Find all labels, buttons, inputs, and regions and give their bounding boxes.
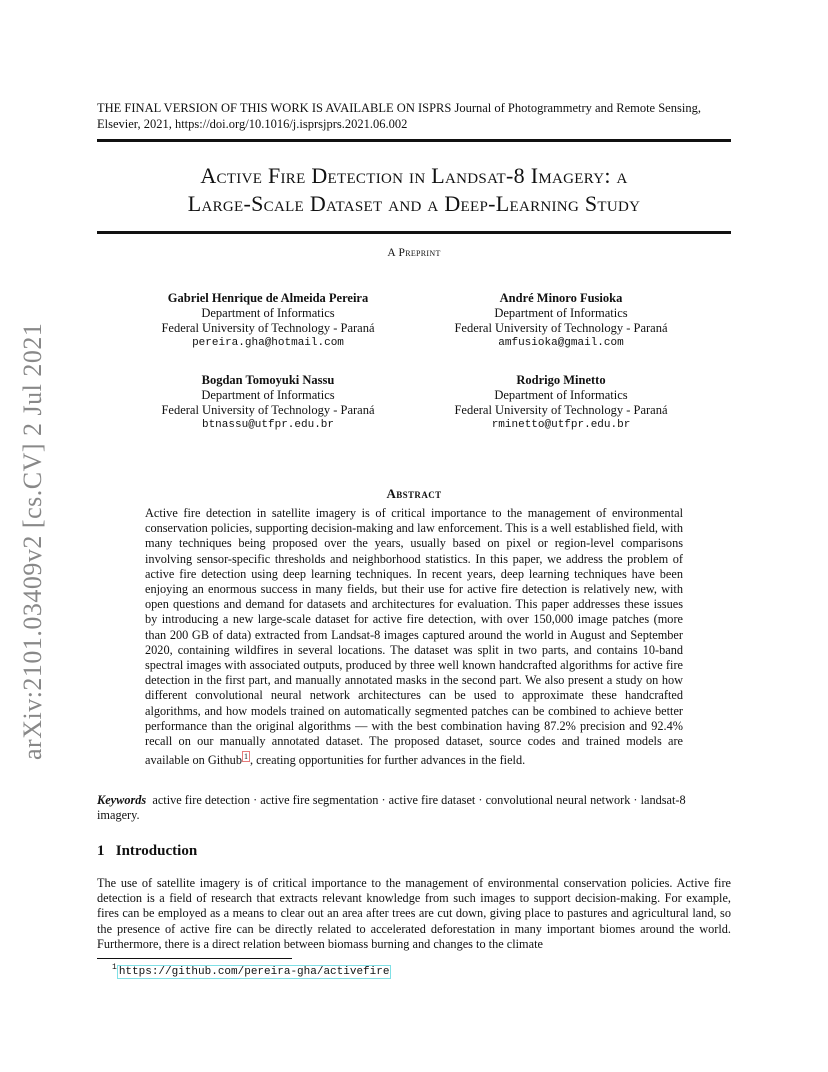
paper-title <box>97 162 731 218</box>
abstract-text: Active fire detection in satellite imagery is of critical importance to the management of environmental conservation policies, supporting decision-making and law enforcement. This is a well established field, with many techniques being proposed over the years, usually based on pixel or region-level comparisons involving sensor-specific thresholds and neighborhood statistics. In this paper, we address the problem of active fire detection using deep learning techniques. In recent years, deep learning techniques have been enjoying an enormous success in many fields, but their use for active fire detection is relatively new, with open questions and demand for datasets and architectures for evaluation. This paper addresses these issues by introducing a new large-scale dataset for active fire detection, with over 150,000 image patches (more than 200 GB of data) extracted from Landsat-8 images captured around the world in August and September 2020, containing wildfires in several locations. The dataset was split in two parts, and contains 10-band spectral images with associated outputs, produced by three well known handcrafted algorithms for active fire detection in the first part, and manually annotated masks in the second part. We also present a study on how different convolutional neural network architectures can be used to approximate these handcrafted algorithms, and how models trained on automatically segmented patches can be combined to achieve better performance than the original algorithms — with the best combination having 87.2% precision and 92.4% recall on our manually annotated dataset. The proposed dataset, source codes and trained models are available on Github <box>145 506 683 768</box>
author-email[interactable]: btnassu@utfpr.edu.br <box>201 419 335 431</box>
author-name: Bogdan Tomoyuki Nassu <box>201 373 335 387</box>
preprint-label: A Preprint <box>387 247 441 259</box>
keywords-label: Keywords <box>97 793 147 807</box>
abstract-heading: Abstract <box>386 486 442 501</box>
author-name: André Minoro Fusioka <box>499 291 623 305</box>
author-dept: Department of Informatics <box>494 306 628 320</box>
footnote-rule <box>97 958 292 959</box>
author-email[interactable]: pereira.gha@hotmail.com <box>192 337 344 349</box>
author-univ: Federal University of Technology - Paraná <box>454 403 668 417</box>
title-line-2: Large-Scale Dataset and a Deep-Learning Study <box>187 191 641 216</box>
section-heading <box>97 843 197 860</box>
author-block <box>411 291 711 351</box>
title-bottom-rule <box>97 231 731 234</box>
author-name: Gabriel Henrique de Almeida Pereira <box>167 291 369 305</box>
keywords <box>97 793 731 823</box>
intro-paragraph: The use of satellite imagery is of critical importance to the management of environmental conservation policies. Active fire detection is a field of research that extracts relevant knowledge from such images to support decision-making. For example, fires can be employed as a means to clear out an area after trees are cut down, giving place to pastures and agricultural land, so the presence of active fire can be directly related to accelerated deforestation in many important biomes around the world. Furthermore, there is a direct relation between biomass burning and changes to the climate <box>97 876 731 951</box>
author-dept: Department of Informatics <box>494 388 628 402</box>
abstract-end: , creating opportunities for further advances in the field. <box>249 753 526 768</box>
section-title: Introduction <box>115 843 198 859</box>
publication-notice: THE FINAL VERSION OF THIS WORK IS AVAILABLE ON ISPRS Journal of Photogrammetry and Remote Sensing, Elsevier, 2021, https://doi.org/10.1016/j.isprsjprs.2021.06.002 <box>97 101 701 131</box>
abstract-body <box>145 506 683 769</box>
author-block <box>118 373 418 433</box>
footnote <box>112 963 391 978</box>
author-univ: Federal University of Technology - Paraná <box>161 403 375 417</box>
author-univ: Federal University of Technology - Paraná <box>454 321 668 335</box>
author-block <box>118 291 418 351</box>
footnote-mark: 1 <box>112 963 117 972</box>
footnote-ref-link[interactable]: 1 <box>243 752 248 762</box>
author-email[interactable]: amfusioka@gmail.com <box>498 337 624 349</box>
section-number: 1 <box>97 843 105 859</box>
author-univ: Federal University of Technology - Paraná <box>161 321 375 335</box>
author-dept: Department of Informatics <box>201 306 335 320</box>
author-name: Rodrigo Minetto <box>516 373 606 387</box>
author-email[interactable]: rminetto@utfpr.edu.br <box>491 419 631 431</box>
title-line-1: Active Fire Detection in Landsat-8 Imagery: a <box>200 163 628 188</box>
title-top-rule <box>97 139 731 142</box>
author-dept: Department of Informatics <box>201 388 335 402</box>
footnote-url-link[interactable]: https://github.com/pereira-gha/activefire <box>118 965 390 978</box>
arxiv-stamp: arXiv:2101.03409v2 [cs.CV] 2 Jul 2021 <box>18 322 47 760</box>
author-block <box>411 373 711 433</box>
keywords-text: active fire detection · active fire segmentation · active fire dataset · convolutional neural network · landsat-8 imagery. <box>97 793 686 823</box>
